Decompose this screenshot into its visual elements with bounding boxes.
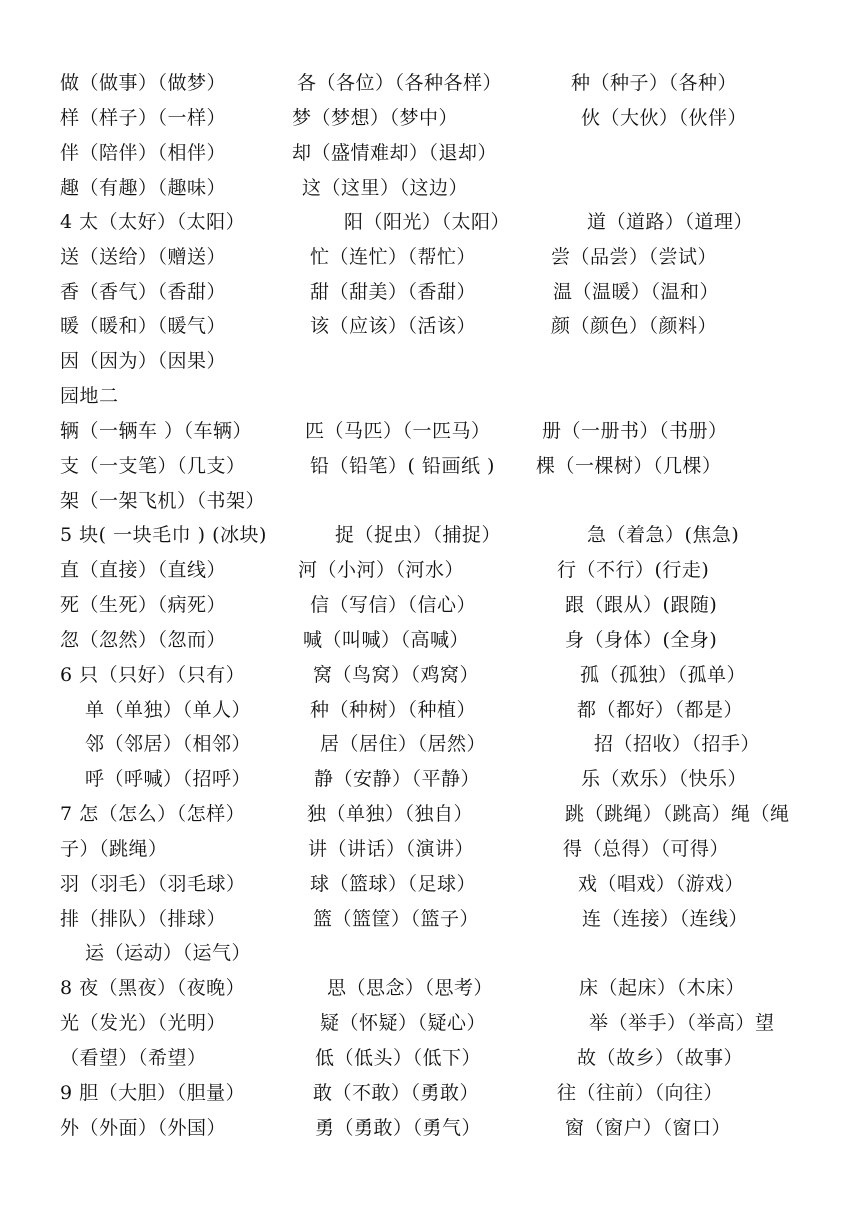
vocab-entry: 香（香气）（香甜） xyxy=(60,281,227,303)
vocab-entry: 邻（邻居）（相邻） xyxy=(85,733,252,755)
vocab-entry: 匹（马匹）（一匹马） xyxy=(305,420,491,442)
vocab-entry: 却（盛情难却）（退却） xyxy=(292,142,498,164)
vocab-line xyxy=(0,799,860,829)
vocab-entry: 讲（讲话）（演讲） xyxy=(308,838,475,860)
vocab-line xyxy=(0,555,860,585)
vocab-line xyxy=(0,277,860,307)
vocab-entry: 温（温暖）（温和） xyxy=(553,281,720,303)
vocab-entry: 身（身体）(全身) xyxy=(565,629,718,651)
vocab-line xyxy=(0,207,860,237)
vocab-line xyxy=(0,1078,860,1108)
vocab-line xyxy=(0,451,860,481)
vocab-line xyxy=(0,173,860,203)
vocab-line xyxy=(0,520,860,550)
vocab-entry: 招（招收）（招手） xyxy=(594,733,761,755)
vocab-line xyxy=(0,311,860,341)
vocab-line xyxy=(0,103,860,133)
vocab-line xyxy=(0,346,860,376)
vocab-entry: 暖（暖和）（暖气） xyxy=(60,315,227,337)
vocab-entry: 伙（大伙）（伙伴） xyxy=(581,107,748,129)
vocab-entry: 支（一支笔）（几支） xyxy=(60,455,246,477)
vocab-entry: 跳（跳绳）（跳高）绳（绳 xyxy=(565,803,790,825)
vocab-entry: 独（单独）（独自） xyxy=(307,803,474,825)
vocab-line xyxy=(0,695,860,725)
vocab-entry: 因（因为）（因果） xyxy=(60,350,227,372)
vocab-entry: 忙（连忙）（帮忙） xyxy=(310,246,477,268)
vocab-entry: 8 夜（黑夜）（夜晚） xyxy=(60,977,246,999)
vocab-entry: 阳（阳光）（太阳） xyxy=(344,211,511,233)
vocab-line xyxy=(0,729,860,759)
vocab-entry: 该（应该）（活该） xyxy=(310,315,477,337)
vocab-entry: 样（样子）（一样） xyxy=(60,107,227,129)
vocab-entry: 敢（不敢）（勇敢） xyxy=(313,1082,480,1104)
vocab-entry: 连（连接）（连线） xyxy=(582,908,749,930)
vocab-entry: 勇（勇敢）（勇气） xyxy=(315,1117,482,1139)
vocab-entry: 球（篮球）（足球） xyxy=(310,873,477,895)
vocab-line xyxy=(0,1043,860,1073)
vocab-entry: 运（运动）（运气） xyxy=(85,942,252,964)
vocab-entry: 各（各位）（各种各样） xyxy=(297,72,503,94)
vocab-entry: 排（排队）（排球） xyxy=(60,908,227,930)
vocab-entry: 孤（孤独）（孤单） xyxy=(580,664,747,686)
vocab-entry: 羽（羽毛）（羽毛球） xyxy=(60,873,246,895)
vocab-entry: 铅（铅笔）( 铅画纸 ) xyxy=(310,455,495,477)
vocab-entry: 梦（梦想）（梦中） xyxy=(292,107,459,129)
vocab-entry: 死（生死）（病死） xyxy=(60,594,227,616)
vocab-entry: 直（直接）（直线） xyxy=(60,559,227,581)
vocab-entry: 捉（捉虫）（捕捉） xyxy=(335,524,502,546)
vocab-entry: 都（都好）（都是） xyxy=(577,699,744,721)
vocab-line xyxy=(0,416,860,446)
vocab-line xyxy=(0,68,860,98)
vocab-entry: 送（送给）（赠送） xyxy=(60,246,227,268)
vocab-entry: 种（种子）（各种） xyxy=(571,72,738,94)
vocab-entry: 辆（一辆车 ）（车辆） xyxy=(60,420,253,442)
vocab-line xyxy=(0,834,860,864)
vocab-entry: 故（故乡）（故事） xyxy=(577,1047,744,1069)
vocab-entry: 5 块( 一块毛巾 ) (冰块) xyxy=(60,524,267,546)
vocab-entry: 疑（怀疑）（疑心） xyxy=(320,1012,487,1034)
vocab-entry: 册（一册书）（书册） xyxy=(542,420,728,442)
vocab-line xyxy=(0,1008,860,1038)
vocab-entry: 6 只（只好）（只有） xyxy=(60,664,246,686)
vocab-entry: 喊（叫喊）（高喊） xyxy=(303,629,470,651)
vocab-entry: 园地二 xyxy=(60,385,119,407)
vocab-entry: 这（这里）（这边） xyxy=(302,177,469,199)
vocab-entry: 急（着急）(焦急) xyxy=(587,524,740,546)
vocab-entry: 做（做事）（做梦） xyxy=(60,72,227,94)
vocab-entry: （看望）（希望） xyxy=(60,1047,207,1069)
vocab-line xyxy=(0,590,860,620)
vocab-entry: 乐（欢乐）（快乐） xyxy=(581,768,748,790)
vocab-entry: 河（小河）（河水） xyxy=(298,559,465,581)
vocab-line xyxy=(0,973,860,1003)
vocab-entry: 颜（颜色）（颜料） xyxy=(551,315,718,337)
vocab-entry: 尝（品尝）（尝试） xyxy=(551,246,718,268)
vocab-line xyxy=(0,242,860,272)
vocab-entry: 子）（跳绳） xyxy=(60,838,168,860)
vocab-entry: 信（写信）（信心） xyxy=(310,594,477,616)
vocab-line xyxy=(0,1113,860,1143)
vocab-line xyxy=(0,625,860,655)
vocab-line xyxy=(0,660,860,690)
vocab-line xyxy=(0,764,860,794)
vocab-entry: 忽（忽然）（忽而） xyxy=(60,629,227,651)
vocab-entry: 外（外面）（外国） xyxy=(60,1117,227,1139)
vocab-entry: 低（低头）（低下） xyxy=(315,1047,482,1069)
vocab-entry: 居（居住）（居然） xyxy=(320,733,487,755)
vocab-entry: 呼（呼喊）（招呼） xyxy=(85,768,252,790)
vocab-entry: 得（总得）（可得） xyxy=(563,838,730,860)
vocab-entry: 行（不行）(行走) xyxy=(557,559,710,581)
vocab-entry: 思（思念）（思考） xyxy=(327,977,494,999)
vocab-entry: 窝（鸟窝）（鸡窝） xyxy=(313,664,480,686)
vocab-entry: 静（安静）（平静） xyxy=(314,768,481,790)
vocab-entry: 7 怎（怎么）（怎样） xyxy=(60,803,246,825)
vocab-entry: 床（起床）（木床） xyxy=(579,977,746,999)
vocab-line xyxy=(0,938,860,968)
vocab-entry: 趣（有趣）（趣味） xyxy=(60,177,227,199)
vocab-line xyxy=(0,904,860,934)
vocab-line xyxy=(0,869,860,899)
vocab-entry: 跟（跟从）(跟随) xyxy=(565,594,718,616)
vocab-entry: 篮（篮筐）（篮子） xyxy=(313,908,480,930)
vocab-entry: 窗（窗户）（窗口） xyxy=(565,1117,732,1139)
vocab-line xyxy=(0,381,860,411)
vocab-entry: 单（单独）（单人） xyxy=(85,699,252,721)
vocab-entry: 4 太（太好）（太阳） xyxy=(60,211,246,233)
vocab-entry: 道（道路）（道理） xyxy=(587,211,754,233)
vocab-line xyxy=(0,486,860,516)
vocab-entry: 架（一架飞机）（书架） xyxy=(60,490,266,512)
vocab-entry: 9 胆（大胆）（胆量） xyxy=(60,1082,246,1104)
vocab-entry: 光（发光）（光明） xyxy=(60,1012,227,1034)
vocab-entry: 戏（唱戏）（游戏） xyxy=(578,873,745,895)
vocab-entry: 往（往前）（向往） xyxy=(557,1082,724,1104)
vocab-line xyxy=(0,138,860,168)
vocab-entry: 棵（一棵树）（几棵） xyxy=(536,455,722,477)
vocab-entry: 种（种树）（种植） xyxy=(310,699,477,721)
vocab-entry: 甜（甜美）（香甜） xyxy=(310,281,477,303)
vocab-entry: 举（举手）（举高）望 xyxy=(589,1012,775,1034)
vocab-entry: 伴（陪伴）（相伴） xyxy=(60,142,227,164)
